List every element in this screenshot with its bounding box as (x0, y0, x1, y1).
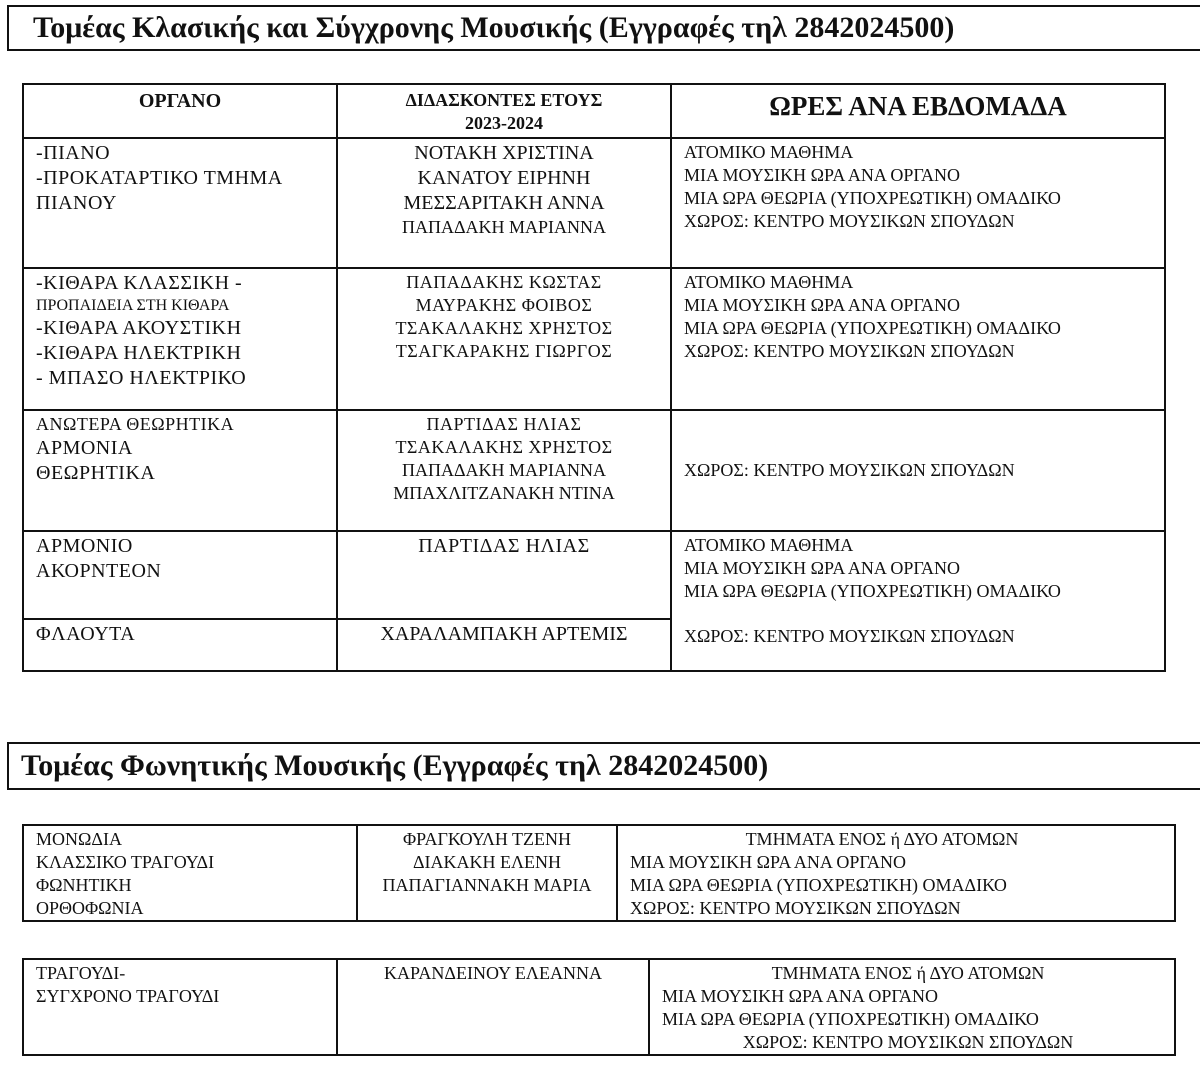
teachers-cell: ΠΑΡΤΙΔΑΣ ΗΛΙΑΣ (337, 531, 671, 619)
table-header-row (23, 84, 1165, 138)
header-instrument: ΟΡΓΑΝΟ (23, 84, 337, 138)
classical-section-title: Τομέας Κλασικής και Σύγχρονης Μουσικής (Εγγραφές τηλ 2842024500) (33, 11, 955, 44)
teachers-cell: ΚΑΡΑΝΔΕΙΝΟΥ ΕΛΕΑΝΝΑ (337, 959, 649, 1055)
table-row (23, 959, 1175, 1055)
vocal-schedule-table-2 (22, 958, 1176, 1056)
hours-cell: ΑΤΟΜΙΚΟ ΜΑΘΗΜΑ ΜΙΑ ΜΟΥΣΙΚΗ ΩΡΑ ΑΝΑ ΟΡΓΑΝΟ ΜΙΑ ΩΡΑ ΘΕΩΡΙΑ (ΥΠΟΧΡΕΩΤΙΚΗ) ΟΜΑΔΙΚΟ ΧΩΡΟΣ: ΚΕΝΤΡΟ ΜΟΥΣΙΚΩΝ ΣΠΟΥΔΩΝ (671, 531, 1165, 671)
instrument-cell: -ΠΙΑΝΟ -ΠΡΟΚΑΤΑΡΤΙΚΟ ΤΜΗΜΑ ΠΙΑΝΟΥ (23, 138, 337, 268)
hours-cell: ΑΤΟΜΙΚΟ ΜΑΘΗΜΑ ΜΙΑ ΜΟΥΣΙΚΗ ΩΡΑ ΑΝΑ ΟΡΓΑΝΟ ΜΙΑ ΩΡΑ ΘΕΩΡΙΑ (ΥΠΟΧΡΕΩΤΙΚΗ) ΟΜΑΔΙΚΟ ΧΩΡΟΣ: ΚΕΝΤΡΟ ΜΟΥΣΙΚΩΝ ΣΠΟΥΔΩΝ (671, 268, 1165, 410)
instrument-cell: ΑΡΜΟΝΙΟ ΑΚΟΡΝΤΕΟΝ (23, 531, 337, 619)
vocal-section-banner (7, 742, 1200, 790)
header-teachers: ΔΙΔΑΣΚΟΝΤΕΣ ΕΤΟΥΣ 2023-2024 (337, 84, 671, 138)
table-row (23, 825, 1175, 921)
table-row (23, 531, 1165, 619)
instrument-cell: ΑΝΩΤΕΡΑ ΘΕΩΡΗΤΙΚΑ ΑΡΜΟΝΙΑ ΘΕΩΡΗΤΙΚΑ (23, 410, 337, 531)
classical-section-banner (7, 5, 1200, 51)
hours-cell: ΧΩΡΟΣ: ΚΕΝΤΡΟ ΜΟΥΣΙΚΩΝ ΣΠΟΥΔΩΝ (671, 410, 1165, 531)
table-row (23, 138, 1165, 268)
teachers-cell: ΠΑΡΤΙΔΑΣ ΗΛΙΑΣ ΤΣΑΚΑΛΑΚΗΣ ΧΡΗΣΤΟΣ ΠΑΠΑΔΑΚΗ ΜΑΡΙΑΝΝΑ ΜΠΑΧΛΙΤΖΑΝΑΚΗ ΝΤΙΝΑ (337, 410, 671, 531)
subject-cell: ΤΡΑΓΟΥΔΙ- ΣΥΓΧΡΟΝΟ ΤΡΑΓΟΥΔΙ (23, 959, 337, 1055)
teachers-cell: ΠΑΠΑΔΑΚΗΣ ΚΩΣΤΑΣ ΜΑΥΡΑΚΗΣ ΦΟΙΒΟΣ ΤΣΑΚΑΛΑΚΗΣ ΧΡΗΣΤΟΣ ΤΣΑΓΚΑΡΑΚΗΣ ΓΙΩΡΓΟΣ (337, 268, 671, 410)
teachers-cell: ΦΡΑΓΚΟΥΛΗ ΤΖΕΝΗ ΔΙΑΚΑΚΗ ΕΛΕΝΗ ΠΑΠΑΓΙΑΝΝΑΚΗ ΜΑΡΙΑ (357, 825, 617, 921)
hours-cell: ΤΜΗΜΑΤΑ ΕΝΟΣ ή ΔΥΟ ΑΤΟΜΩΝ ΜΙΑ ΜΟΥΣΙΚΗ ΩΡΑ ΑΝΑ ΟΡΓΑΝΟ ΜΙΑ ΩΡΑ ΘΕΩΡΙΑ (ΥΠΟΧΡΕΩΤΙΚΗ) ΟΜΑΔΙΚΟ ΧΩΡΟΣ: ΚΕΝΤΡΟ ΜΟΥΣΙΚΩΝ ΣΠΟΥΔΩΝ (649, 959, 1175, 1055)
teachers-cell: ΝΟΤΑΚΗ ΧΡΙΣΤΙΝΑ ΚΑΝΑΤΟΥ ΕΙΡΗΝΗ ΜΕΣΣΑΡΙΤΑΚΗ ΑΝΝΑ ΠΑΠΑΔΑΚΗ ΜΑΡΙΑΝΝΑ (337, 138, 671, 268)
teachers-cell: ΧΑΡΑΛΑΜΠΑΚΗ ΑΡΤΕΜΙΣ (337, 619, 671, 671)
table-row (23, 268, 1165, 410)
instrument-cell: ΦΛΑΟΥΤΑ (23, 619, 337, 671)
classical-schedule-table (22, 83, 1166, 672)
hours-cell: ΑΤΟΜΙΚΟ ΜΑΘΗΜΑ ΜΙΑ ΜΟΥΣΙΚΗ ΩΡΑ ΑΝΑ ΟΡΓΑΝΟ ΜΙΑ ΩΡΑ ΘΕΩΡΙΑ (ΥΠΟΧΡΕΩΤΙΚΗ) ΟΜΑΔΙΚΟ ΧΩΡΟΣ: ΚΕΝΤΡΟ ΜΟΥΣΙΚΩΝ ΣΠΟΥΔΩΝ (671, 138, 1165, 268)
subject-cell: ΜΟΝΩΔΙΑ ΚΛΑΣΣΙΚΟ ΤΡΑΓΟΥΔΙ ΦΩΝΗΤΙΚΗ ΟΡΘΟΦΩΝΙΑ (23, 825, 357, 921)
vocal-schedule-table-1 (22, 824, 1176, 922)
vocal-section-title: Τομέας Φωνητικής Μουσικής (Εγγραφές τηλ 2842024500) (21, 749, 769, 782)
hours-cell: ΤΜΗΜΑΤΑ ΕΝΟΣ ή ΔΥΟ ΑΤΟΜΩΝ ΜΙΑ ΜΟΥΣΙΚΗ ΩΡΑ ΑΝΑ ΟΡΓΑΝΟ ΜΙΑ ΩΡΑ ΘΕΩΡΙΑ (ΥΠΟΧΡΕΩΤΙΚΗ) ΟΜΑΔΙΚΟ ΧΩΡΟΣ: ΚΕΝΤΡΟ ΜΟΥΣΙΚΩΝ ΣΠΟΥΔΩΝ (617, 825, 1175, 921)
table-row (23, 410, 1165, 531)
instrument-cell: -ΚΙΘΑΡΑ ΚΛΑΣΣΙΚΗ - ΠΡΟΠΑΙΔΕΙΑ ΣΤΗ ΚΙΘΑΡΑ -ΚΙΘΑΡΑ ΑΚΟΥΣΤΙΚΗ -ΚΙΘΑΡΑ ΗΛΕΚΤΡΙΚΗ - ΜΠΑΣΟ ΗΛΕΚΤΡΙΚΟ (23, 268, 337, 410)
header-hours: ΩΡΕΣ ΑΝΑ ΕΒΔΟΜΑΔΑ (671, 84, 1165, 138)
